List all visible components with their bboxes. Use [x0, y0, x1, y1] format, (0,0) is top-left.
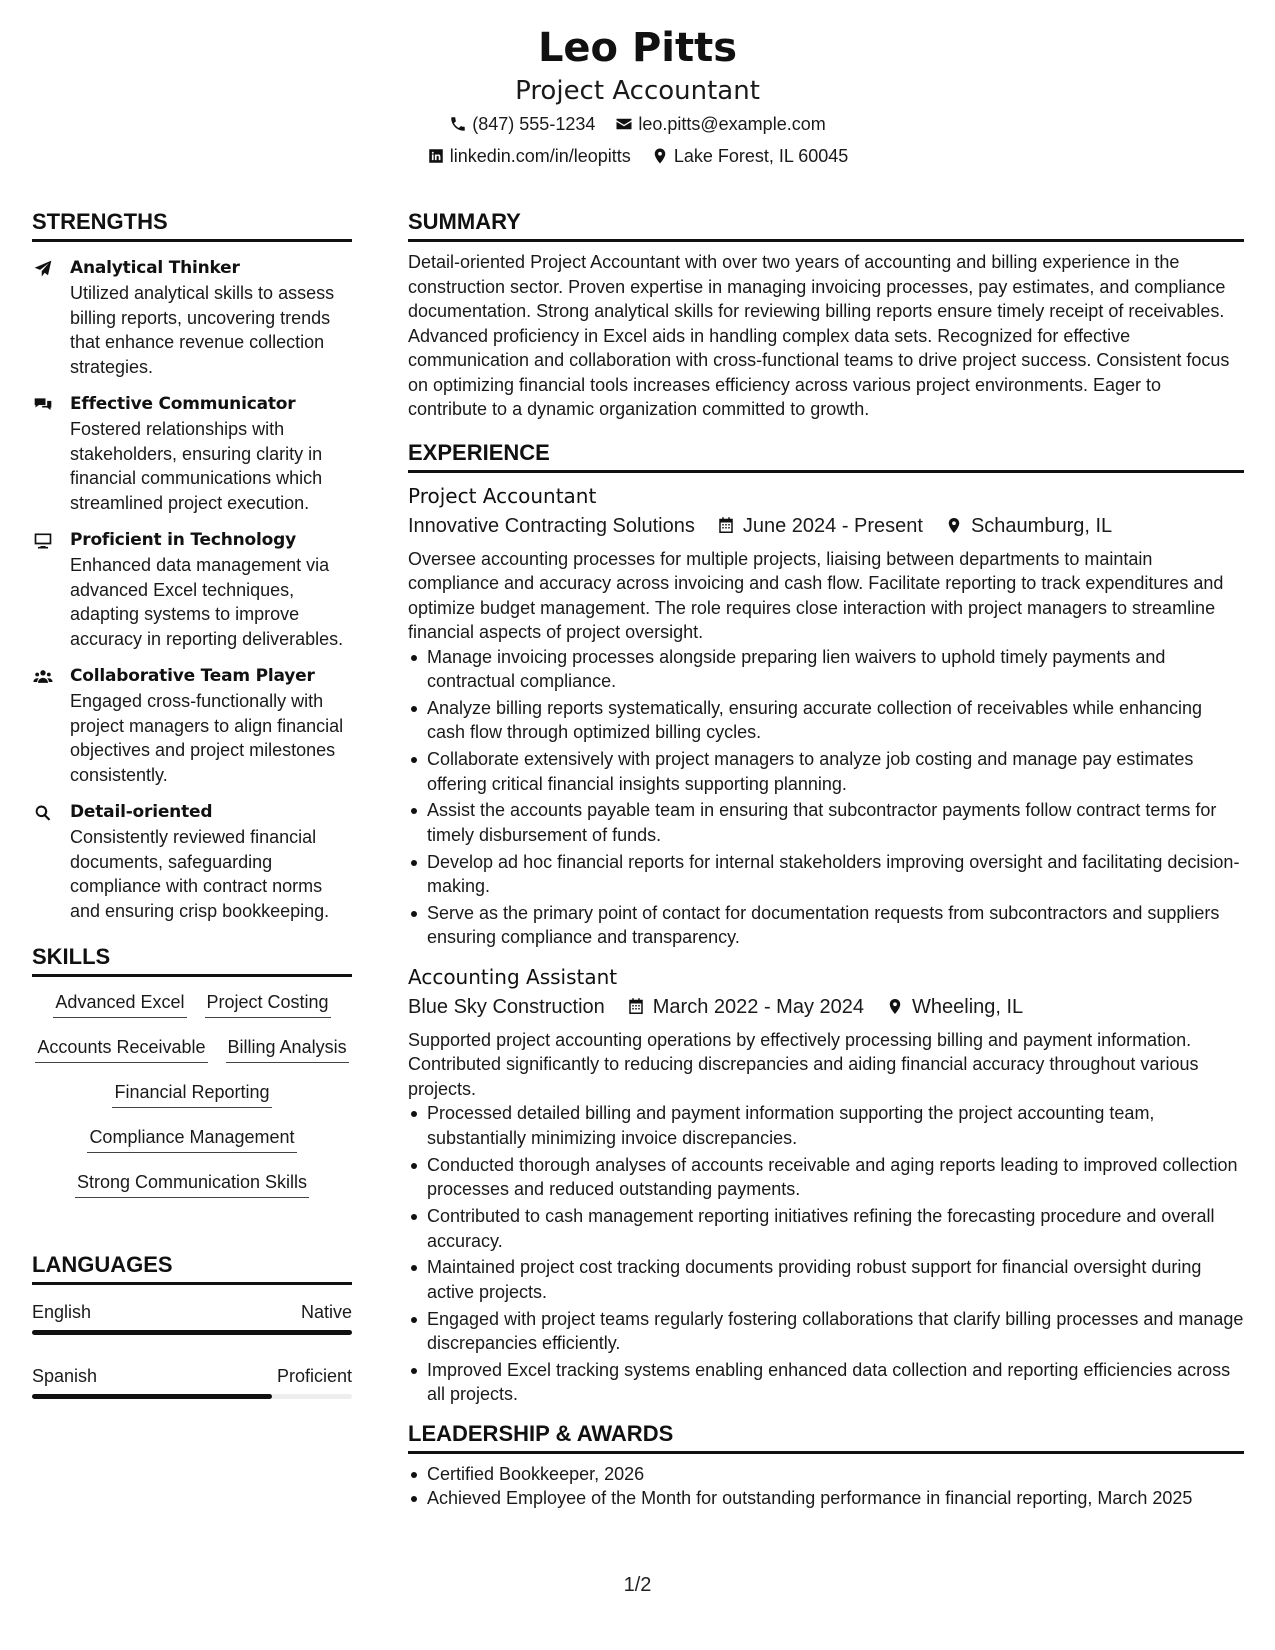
job-bullet: Contributed to cash management reporting initiatives refining the forecasting procedure and overall accuracy. — [408, 1204, 1244, 1253]
skill-tag: Compliance Management — [87, 1124, 296, 1153]
strength-description: Consistently reviewed financial documents, safeguarding compliance with contract norms and ensuring crisp bookkeeping. — [70, 827, 330, 921]
strength-item — [32, 664, 352, 787]
job-meta — [408, 511, 1244, 541]
strength-title: Collaborative Team Player — [70, 666, 315, 686]
phone-icon — [449, 115, 467, 133]
strength-title: Detail-oriented — [70, 802, 213, 822]
linkedin-text[interactable]: linkedin.com/in/leopitts — [449, 146, 631, 166]
map-pin-icon — [945, 516, 963, 535]
job-description: Oversee accounting processes for multiple projects, liaising between departments to maintain compliance and accuracy across invoicing and cash flow. Facilitate reporting to track expenditures and optimize budget management. The role requires close interaction with project managers to streamline financial aspects of project oversight. — [408, 548, 1224, 642]
users-icon — [32, 667, 54, 687]
language-level: Proficient — [276, 1366, 352, 1386]
paper-plane-icon — [32, 259, 54, 279]
candidate-title: Project Accountant — [515, 76, 760, 106]
location-contact — [651, 140, 848, 172]
location-text: Lake Forest, IL 60045 — [673, 146, 849, 166]
resume-header — [0, 22, 1275, 172]
left-column — [32, 207, 352, 1419]
award-item: Achieved Employee of the Month for outstanding performance in financial reporting, March 2025 — [408, 1486, 1244, 1511]
job-bullet: Conducted thorough analyses of accounts receivable and aging reports leading to improved collection processes and reduced outstanding payments. — [408, 1153, 1244, 1202]
strength-item — [32, 528, 352, 651]
job-dates: June 2024 - Present — [742, 514, 923, 537]
skills-heading: SKILLS — [32, 942, 352, 977]
job-meta — [408, 992, 1244, 1022]
language-item — [32, 1363, 352, 1399]
language-level: Native — [300, 1302, 352, 1322]
job-bullet: Collaborate extensively with project managers to analyze job costing and manage pay estimates offering critical financial insights supporting planning. — [408, 747, 1244, 796]
experience-heading: EXPERIENCE — [408, 438, 1244, 473]
job-bullet: Analyze billing reports systematically, ensuring accurate collection of receivables while enhancing cash flow through optimized billing cycles. — [408, 696, 1244, 745]
skills-list — [32, 985, 352, 1216]
job-bullet: Improved Excel tracking systems enabling enhanced data collection and reporting efficiencies across all projects. — [408, 1358, 1244, 1407]
envelope-icon — [615, 115, 633, 133]
awards-heading: LEADERSHIP & AWARDS — [408, 1419, 1244, 1454]
strength-title: Effective Communicator — [70, 394, 296, 414]
contact-row-2 — [0, 140, 1275, 172]
skill-tag: Strong Communication Skills — [75, 1169, 309, 1198]
desktop-icon — [32, 531, 54, 551]
job-bullets — [408, 1101, 1244, 1406]
calendar-icon — [627, 997, 645, 1016]
job-entry — [408, 962, 1244, 1407]
strength-description: Enhanced data management via advanced Excel techniques, adapting systems to improve accuracy in reporting deliverables. — [70, 555, 344, 649]
skill-tag: Project Costing — [205, 989, 331, 1018]
strength-item — [32, 800, 352, 923]
strength-title: Analytical Thinker — [70, 258, 240, 278]
strength-description: Utilized analytical skills to assess billing reports, uncovering trends that enhance revenue collection strategies. — [70, 283, 335, 377]
right-column — [408, 207, 1244, 1523]
map-pin-icon — [886, 997, 904, 1016]
strength-description: Fostered relationships with stakeholders, ensuring clarity in financial communications which streamlined project execution. — [70, 419, 323, 513]
linkedin-icon — [427, 147, 445, 165]
summary-text: Detail-oriented Project Accountant with over two years of accounting and billing experience in the construction sector. Proven expertise in managing invoicing processes, pay estimates, and compliance documentation. Strong analytical skills for reviewing billing reports ensure timely receipt of receivables. Advanced proficiency in Excel aids in handling complex data sets. Recognized for effective communication and collaboration with cross-functional teams to drive project success. Consistent focus on optimizing financial tools increases efficiency across various project environments. Eager to contribute to a dynamic organization committed to growth. — [408, 252, 1230, 419]
job-bullet: Assist the accounts payable team in ensuring that subcontractor payments follow contract terms for timely disbursement of funds. — [408, 798, 1244, 847]
job-bullet: Engaged with project teams regularly fostering collaborations that clarify billing processes and manage discrepancies efficiently. — [408, 1307, 1244, 1356]
candidate-name: Leo Pitts — [537, 25, 738, 71]
skill-tag: Accounts Receivable — [35, 1034, 207, 1063]
job-bullet: Maintained project cost tracking documents providing robust support for financial oversight during active projects. — [408, 1255, 1244, 1304]
calendar-icon — [717, 516, 735, 535]
language-proficiency-bar — [32, 1394, 352, 1399]
language-name: English — [32, 1302, 92, 1322]
job-title: Project Accountant — [408, 483, 597, 508]
skill-tag: Advanced Excel — [53, 989, 186, 1018]
map-pin-icon — [651, 147, 669, 165]
strength-description: Engaged cross-functionally with project managers to align financial objectives and project milestones consistently. — [70, 691, 344, 785]
strengths-heading: STRENGTHS — [32, 207, 352, 242]
language-proficiency-fill — [32, 1330, 352, 1335]
languages-heading: LANGUAGES — [32, 1250, 352, 1285]
chat-bubbles-icon — [32, 395, 54, 415]
strength-title: Proficient in Technology — [70, 530, 296, 550]
search-icon — [32, 803, 54, 823]
page-indicator: 1/2 — [623, 1574, 652, 1596]
job-bullet: Serve as the primary point of contact for documentation requests from subcontractors and suppliers ensuring compliance and transparency. — [408, 901, 1244, 950]
job-location: Schaumburg, IL — [970, 514, 1113, 537]
language-proficiency-bar — [32, 1330, 352, 1335]
job-bullet: Processed detailed billing and payment information supporting the project accounting team, substantially minimizing invoice discrepancies. — [408, 1101, 1244, 1150]
job-entry — [408, 481, 1244, 950]
email-text[interactable]: leo.pitts@example.com — [638, 114, 826, 134]
job-bullet: Manage invoicing processes alongside preparing lien waivers to uphold timely payments and contractual compliance. — [408, 645, 1244, 694]
job-company: Blue Sky Construction — [408, 995, 605, 1018]
skill-tag: Financial Reporting — [112, 1079, 271, 1108]
job-bullets — [408, 645, 1244, 950]
awards-list — [408, 1462, 1244, 1511]
email-contact[interactable] — [615, 108, 825, 140]
award-item: Certified Bookkeeper, 2026 — [408, 1462, 1244, 1487]
phone-text: (847) 555-1234 — [472, 114, 596, 134]
language-proficiency-fill — [32, 1394, 272, 1399]
job-dates: March 2022 - May 2024 — [652, 995, 864, 1018]
job-title: Accounting Assistant — [408, 964, 618, 989]
summary-heading: SUMMARY — [408, 207, 1244, 242]
language-item — [32, 1299, 352, 1335]
strength-item — [32, 392, 352, 515]
job-location: Wheeling, IL — [912, 995, 1024, 1018]
linkedin-contact[interactable] — [427, 140, 631, 172]
contact-row-1 — [0, 108, 1275, 140]
job-description: Supported project accounting operations by effectively processing billing and payment information. Contributed significantly to reducing discrepancies and aiding financial accuracy throughout various projects. — [408, 1029, 1199, 1099]
job-bullet: Develop ad hoc financial reports for internal stakeholders improving oversight and facilitating decision-making. — [408, 850, 1244, 899]
language-name: Spanish — [32, 1366, 98, 1386]
job-company: Innovative Contracting Solutions — [408, 514, 695, 537]
strength-item — [32, 256, 352, 379]
skill-tag: Billing Analysis — [226, 1034, 349, 1063]
phone-contact — [449, 108, 595, 140]
